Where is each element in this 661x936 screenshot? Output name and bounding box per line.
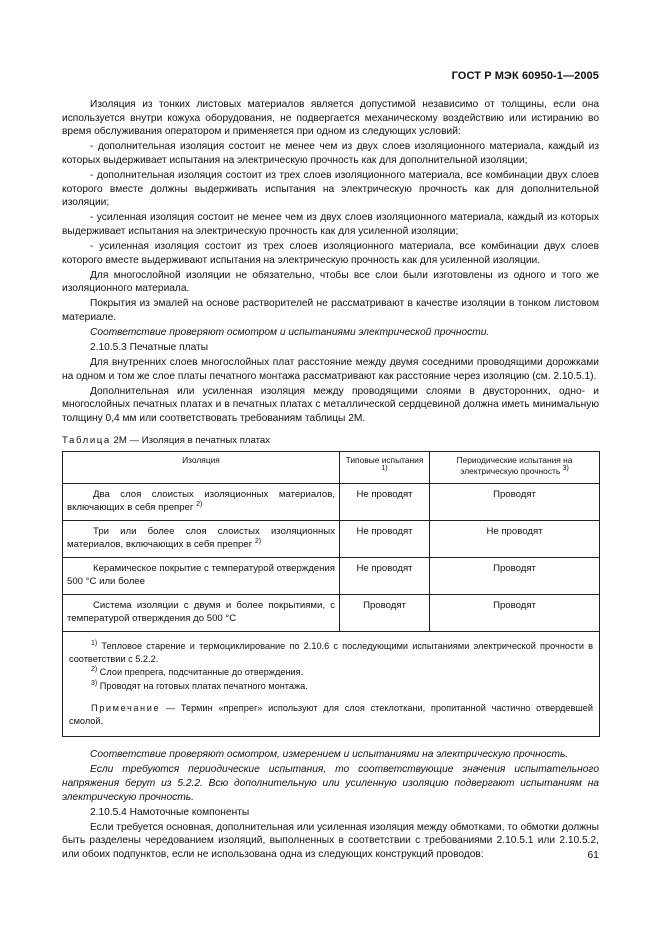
cell-insulation: Система изоляции с двумя и более покрытиями, с температурой отверждения до 500 °С — [63, 595, 340, 632]
compliance-statement: Соответствие проверяют осмотром и испытаниями электрической прочности. — [90, 327, 490, 338]
paragraph: Покрытия из эмалей на основе растворителей не рассматривают в качестве изоляции в тонком листовом материале. — [62, 298, 599, 323]
table-row — [63, 484, 600, 521]
paragraph: - дополнительная изоляция состоит из трех слоев изоляционного материала, все комбинации двух слоев которого вместе должны выдерживать испытания на электрическую прочность как для дополнительной изоляции; — [62, 169, 599, 209]
page-content — [62, 98, 599, 863]
section-title: 2.10.5.3 Печатные платы — [90, 342, 209, 354]
table-caption-prefix: Таблица — [62, 434, 111, 446]
paragraph: - усиленная изоляция состоит не менее чем из двух слоев изоляционного материала, каждый из которых выдерживает испытания на электрическую прочность как для усиленной изоляции; — [62, 212, 599, 237]
cell-insulation: Три или более слоя слоистых изоляционных материалов, включающих в себя препрег $^{2)}$ — [63, 521, 340, 558]
section-title: 2.10.5.4 Намоточные компоненты — [90, 806, 250, 818]
paragraph: Для внутренних слоев многослойных плат расстояние между двумя соседними проводящими дорожками на одном и том же слое платы печатного монтажа рассматривают как расстояние через изоляцию (см. 2.10.5.1). — [62, 357, 599, 382]
cell-type-test: Проводят — [340, 595, 430, 632]
paragraph: Изоляция из тонких листовых материалов является допустимой независимо от толщины, если она используется внутри кожуха оборудования, не подвергается механическому воздействию или истиранию во время обслуживания оператором и применяется при одном из следующих условий: — [62, 99, 599, 138]
cell-periodic-test: Проводят — [430, 484, 600, 521]
footnote: $^{2)}$ Слои препрега, подсчитанные до отверждения. — [91, 666, 304, 678]
column-header-periodic-tests: Периодические испытания на электрическую прочность $^{3)}$ — [430, 452, 600, 484]
table-note — [69, 702, 593, 727]
note-text: — Термин «препрег» используют для слоя стеклоткани, пропитанной частично отвердевшей смолой. — [69, 703, 593, 726]
cell-type-test: Не проводят — [340, 484, 430, 521]
footnote: $^{3)}$ Проводят на готовых платах печатного монтажа. — [91, 679, 308, 691]
cell-insulation: Два слоя слоистых изоляционных материалов, включающих в себя препрег $^{2)}$ — [63, 484, 340, 521]
cell-periodic-test: Не проводят — [430, 521, 600, 558]
column-header-type-tests: Типовые испытания $^{1)}$ — [340, 452, 430, 484]
table-row — [63, 595, 600, 632]
paragraph: Дополнительная или усиленная изоляция между проводящими слоями в двусторонних, одно- и многослойных печатных платах и в печатных платах с металлической сердцевиной должна иметь минимальную толщину 0,4 мм или соответствовать требованиям таблицы 2М. — [62, 385, 599, 425]
paragraph: Для многослойной изоляции не обязательно, чтобы все слои были изготовлены из одного и того же изоляционного материала. — [62, 269, 599, 295]
table-header-row — [63, 452, 600, 484]
page-number: 61 — [587, 849, 599, 861]
table-caption-text: 2М — Изоляция в печатных платах — [110, 434, 271, 446]
compliance-statement: Соответствие проверяют осмотром, измерением и испытаниями на электрическую прочность. — [90, 749, 569, 761]
document-header: ГОСТ Р МЭК 60950-1—2005 — [451, 70, 599, 82]
paragraph: - дополнительная изоляция состоит не менее чем из двух слоев изоляционного материала, каждый из которых выдерживает испытания на электрическую прочность как для дополнительной изоляции; — [62, 141, 599, 166]
table-notes — [63, 632, 600, 737]
cell-insulation: Керамическое покрытие с температурой отверждения 500 °С или более — [63, 558, 340, 595]
cell-type-test: Не проводят — [340, 558, 430, 595]
paragraph: Если требуется основная, дополнительная или усиленная изоляция между обмотками, то обмотки должны быть разделены чередованием изоляций, выполненных в соответствии с требованиями 2.10.5.1 или 2.10.5.2, или обоих подпунктов, если не использована одна из следующих конструкций проводов: — [62, 821, 599, 860]
table-caption — [62, 434, 599, 448]
table-row — [63, 521, 600, 558]
compliance-statement: Если требуются периодические испытания, то соответствующие значения испытательного напряжения берут из 5.2.2. Всю дополнительную или усиленную изоляцию подвергают испытаниям на электрическую прочность. — [62, 764, 599, 803]
cell-type-test: Не проводят — [340, 521, 430, 558]
note-label: Примечание — [91, 703, 161, 714]
table-notes-row — [63, 632, 600, 737]
cell-periodic-test: Проводят — [430, 595, 600, 632]
insulation-table — [62, 451, 600, 737]
column-header-insulation: Изоляция — [63, 452, 340, 484]
footnote: $^{1)}$ Тепловое старение и термоциклирование по 2.10.6 с последующими испытаниями электрической прочности в соответствии с 5.2.2. — [69, 640, 593, 664]
cell-periodic-test: Проводят — [430, 558, 600, 595]
table-row — [63, 558, 600, 595]
paragraph: - усиленная изоляция состоит из трех слоев изоляционного материала, все комбинации двух слоев которого вместе выдерживают испытания на электрическую прочность как для усиленной изоляции. — [62, 240, 599, 266]
